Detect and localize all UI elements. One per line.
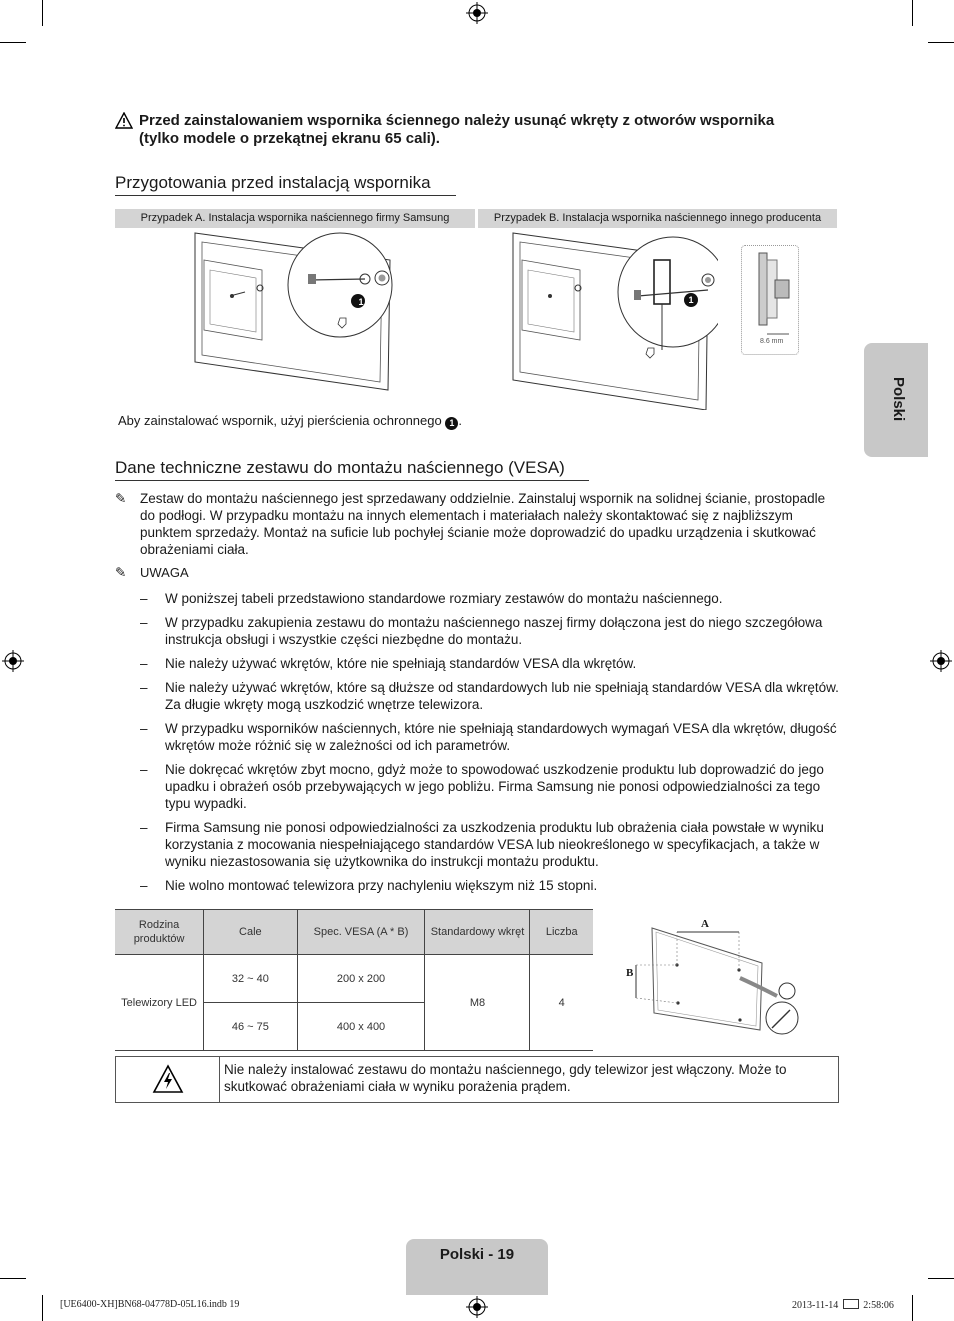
registration-mark-left-icon	[2, 650, 24, 672]
dimension-a-label: A	[701, 918, 709, 930]
caption-badge-number: 1	[449, 418, 455, 428]
clock-icon	[843, 1299, 859, 1309]
tv-back-illustration-a	[190, 230, 410, 405]
caution-list	[140, 590, 840, 901]
col-header-vesa: Spec. VESA (A * B)	[297, 910, 425, 955]
cell-screw: M8	[425, 955, 530, 1051]
page-number-tab: Polski - 19	[406, 1239, 548, 1295]
cell-count: 4	[530, 955, 593, 1051]
date-slug	[792, 1299, 894, 1311]
top-warning	[115, 112, 835, 148]
note-sold-separately-text: Zestaw do montażu naściennego jest sprzedawany oddzielnie. Zainstaluj wspornik na solidnej ścianie, prostopadle do podłogi. W przypadku montażu na innych elementach i materiałach należy skontaktować się z najbliższym punktem sprzedaży. Montaż na suficie lub pochyłej ścianie może doprowadzić do upadku urządzenia i skutkować obrażeniami ciała.	[140, 491, 826, 557]
ring-caption	[118, 412, 462, 430]
slug-time: 2:58:06	[863, 1300, 894, 1311]
list-item-text: Firma Samsung nie ponosi odpowiedzialności za uszkodzenia produktu lub obrażenia ciała powstałe w wyniku korzystania z mocowania niespełniającego standardów VESA lub nieokreślonego w specyfikacjach, a także w wyniku niezastosowania się użytkownika do instrukcji montażu produktu.	[165, 820, 824, 869]
section-heading-vesa: Dane techniczne zestawu do montażu naściennego (VESA)	[115, 458, 589, 481]
electric-shock-warning	[115, 1056, 839, 1103]
language-side-tab-label: Polski	[890, 377, 907, 422]
case-a-header: Przypadek A. Instalacja wspornika naściennego firmy Samsung	[115, 209, 475, 228]
list-item: – Firma Samsung nie ponosi odpowiedzialności za uszkodzenia produktu lub obrażenia ciała powstałe w wyniku korzystania z mocowania niespełniającego standardów VESA lub nieokreślonego w specyfikacjach, a także w wyniku niezastosowania się użytkownika do instrukcji montażu produktu.	[140, 820, 824, 869]
section-heading-preparation: Przygotowania przed instalacją wspornika	[115, 173, 456, 196]
caption-badge	[445, 417, 458, 430]
callout-number-a: 1	[358, 297, 364, 307]
list-item-text: Nie wolno montować telewizora przy nachyleniu większym niż 15 stopni.	[165, 878, 598, 893]
col-header-screw: Standardowy wkręt	[425, 910, 530, 955]
registration-mark-bottom-icon	[466, 1296, 488, 1318]
ring-caption-text: Aby zainstalować wspornik, użyj pierścienia ochronnego	[118, 413, 442, 428]
list-item: – Nie dokręcać wkrętów zbyt mocno, gdyż może to spowodować uszkodzenie produktu lub doprowadzić do jego upadku i obrażeń osób przebywających w jego pobliżu. Firma Samsung nie ponosi odpowiedzialności za tego typu wypadki.	[140, 762, 824, 811]
dimension-b-label: B	[626, 967, 634, 979]
danger-text: Nie należy instalować zestawu do montażu naściennego, gdy telewizor jest włączony. Może to skutkować obrażeniami ciała w wyniku porażenia prądem.	[224, 1062, 787, 1094]
file-slug: [UE6400-XH]BN68-04778D-05L16.indb 19	[60, 1299, 240, 1310]
list-item-text: W przypadku wsporników naściennych, które nie spełniają standardowych wymagań VESA dla wkrętów, długość wkrętów może różnić się w zależności od ich parametrów.	[165, 721, 837, 753]
list-item: – W przypadku wsporników naściennych, które nie spełniają standardowych wymagań VESA dla wkrętów, długość wkrętów może różnić się w zależności od ich parametrów.	[140, 721, 837, 753]
case-b-header: Przypadek B. Instalacja wspornika naściennego innego producenta	[478, 209, 837, 228]
list-item-text: Nie dokręcać wkrętów zbyt mocno, gdyż może to spowodować uszkodzenie produktu lub doprowadzić do jego upadku i obrażeń osób przebywających w jego pobliżu. Firma Samsung nie ponosi odpowiedzialności za tego typu wypadki.	[165, 762, 824, 811]
col-header-inches: Cale	[204, 910, 297, 955]
list-item-text: Nie należy używać wkrętów, które są dłuższe od standardowych lub nie spełniają standardów VESA dla wkrętów. Za długie wkręty mogą uszkodzić wnętrze telewizora.	[165, 680, 839, 712]
table-row	[115, 955, 593, 1003]
note-sold-separately	[115, 490, 840, 558]
vesa-spec-table	[115, 909, 593, 1051]
top-warning-line2: (tylko modele o przekątnej ekranu 65 cali).	[139, 130, 440, 147]
cell-inches: 32 ~ 40	[204, 955, 297, 1003]
cell-family: Telewizory LED	[115, 955, 204, 1051]
pencil-note-icon: ✎	[115, 491, 127, 506]
list-item-text: Nie należy używać wkrętów, które nie spełniają standardów VESA dla wkrętów.	[165, 656, 637, 671]
cell-inches: 46 ~ 75	[204, 1003, 297, 1051]
note-caution-text: UWAGA	[140, 565, 189, 580]
list-item: – W przypadku zakupienia zestawu do montażu naściennego naszej firmy dołączona jest do niego szczegółowa instrukcja obsługi i wszystkie części niezbędne do montażu.	[140, 615, 823, 647]
note-caution	[115, 564, 840, 581]
warning-triangle-icon	[115, 112, 133, 129]
caption-end: .	[458, 413, 462, 428]
top-warning-line1: Przed zainstalowaniem wspornika ściennego należy usunąć wkręty z otworów wspornika	[139, 112, 775, 129]
list-item-text: W poniższej tabeli przedstawiono standardowe rozmiary zestawów do montażu naściennego.	[165, 591, 723, 606]
list-item: – Nie należy używać wkrętów, które są dłuższe od standardowych lub nie spełniają standardów VESA dla wkrętów. Za długie wkręty mogą uszkodzić wnętrze telewizora.	[140, 680, 839, 712]
high-voltage-icon	[152, 1064, 184, 1094]
pencil-note-icon: ✎	[115, 565, 127, 580]
vesa-mount-diagram	[622, 918, 812, 1043]
language-side-tab	[864, 343, 928, 457]
registration-mark-right-icon	[930, 650, 952, 672]
col-header-family: Rodzina produktów	[115, 910, 204, 955]
cell-vesa: 400 x 400	[297, 1003, 425, 1051]
table-header-row	[115, 910, 593, 955]
registration-mark-top-icon	[466, 2, 488, 24]
list-item: – Nie należy używać wkrętów, które nie spełniają standardów VESA dla wkrętów.	[140, 656, 637, 671]
dimension-label: 8.6 mm	[760, 338, 784, 345]
screw-detail-icon	[745, 248, 795, 338]
list-item: – W poniższej tabeli przedstawiono standardowe rozmiary zestawów do montażu naściennego.	[140, 591, 723, 606]
cell-vesa: 200 x 200	[297, 955, 425, 1003]
list-item-text: W przypadku zakupienia zestawu do montażu naściennego naszej firmy dołączona jest do niego szczegółowa instrukcja obsługi i wszystkie części niezbędne do montażu.	[165, 615, 823, 647]
tv-back-illustration-b	[508, 230, 718, 410]
list-item: – Nie wolno montować telewizora przy nachyleniu większym niż 15 stopni.	[140, 878, 598, 893]
col-header-count: Liczba	[530, 910, 593, 955]
callout-number-b: 1	[688, 295, 694, 305]
slug-date: 2013-11-14	[792, 1300, 839, 1311]
